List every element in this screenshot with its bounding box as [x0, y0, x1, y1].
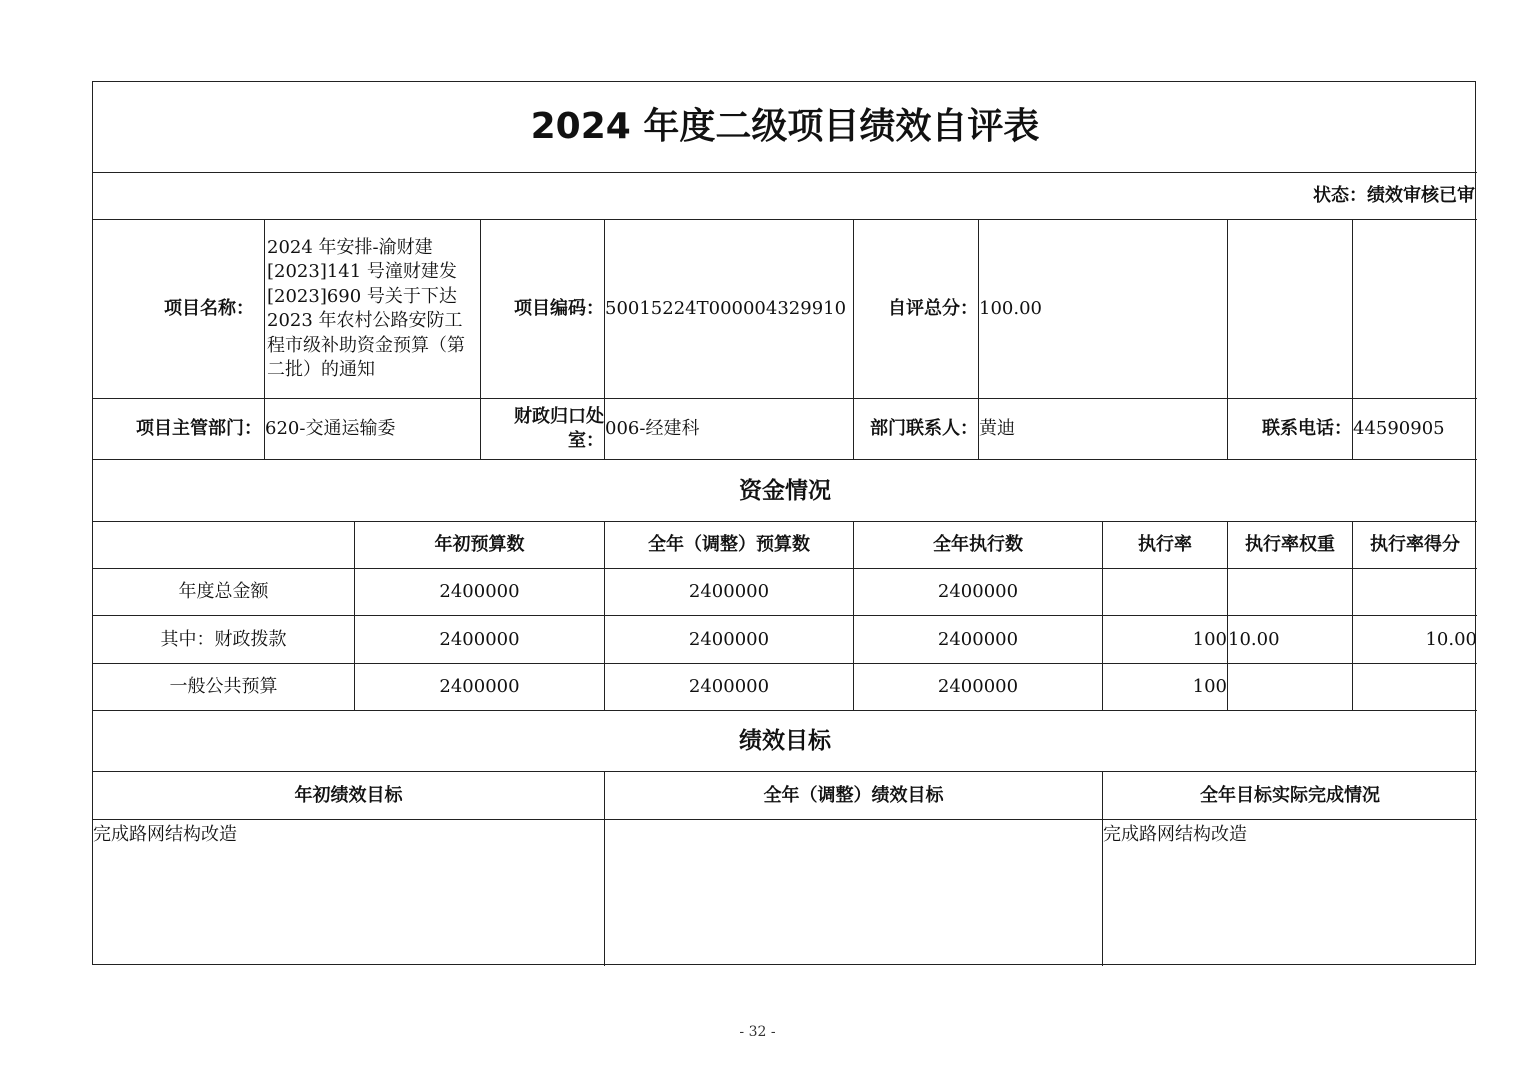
funds-header-weight: 执行率权重 — [1228, 522, 1353, 569]
funds-row-score — [1353, 664, 1477, 711]
funds-header-initial: 年初预算数 — [355, 522, 605, 569]
page-number: - 32 - — [739, 1024, 776, 1040]
phone-value: 44590905 — [1353, 399, 1477, 460]
goals-adjusted-value — [605, 820, 1103, 966]
goals-header-actual: 全年目标实际完成情况 — [1103, 772, 1477, 820]
funds-row-initial: 2400000 — [355, 569, 605, 616]
contact-value: 黄迪 — [979, 399, 1228, 460]
funds-heading: 资金情况 — [93, 460, 1477, 522]
finance-office-value: 006-经建科 — [605, 399, 854, 460]
finance-office-label: 财政归口处室： — [481, 399, 605, 460]
funds-row-executed: 2400000 — [854, 569, 1103, 616]
goals-header-adjusted: 全年（调整）绩效目标 — [605, 772, 1103, 820]
department-label: 项目主管部门： — [93, 399, 265, 460]
funds-row-label: 年度总金额 — [93, 569, 355, 616]
funds-header-executed: 全年执行数 — [854, 522, 1103, 569]
project-name-label: 项目名称： — [93, 220, 265, 399]
funds-row-score: 10.00 — [1353, 616, 1477, 664]
empty-cell — [1353, 220, 1477, 399]
funds-header-adjusted: 全年（调整）预算数 — [605, 522, 854, 569]
department-value: 620-交通运输委 — [265, 399, 481, 460]
funds-row-label: 其中：财政拨款 — [93, 616, 355, 664]
project-code-value: 50015224T000004329910 — [605, 220, 854, 399]
project-code-label: 项目编码： — [481, 220, 605, 399]
funds-row-adjusted: 2400000 — [605, 664, 854, 711]
funds-row-adjusted: 2400000 — [605, 569, 854, 616]
funds-row-weight — [1228, 664, 1353, 711]
contact-label: 部门联系人： — [854, 399, 979, 460]
self-score-label: 自评总分： — [854, 220, 979, 399]
funds-row-weight: 10.00 — [1228, 616, 1353, 664]
status-badge: 状态：绩效审核已审 — [93, 173, 1477, 220]
funds-row-rate: 100 — [1103, 664, 1228, 711]
performance-evaluation-table — [92, 81, 1476, 965]
funds-row-initial: 2400000 — [355, 664, 605, 711]
funds-row-rate — [1103, 569, 1228, 616]
page-title: 2024 年度二级项目绩效自评表 — [93, 82, 1477, 173]
funds-header-score: 执行率得分 — [1353, 522, 1477, 569]
funds-row-executed: 2400000 — [854, 616, 1103, 664]
funds-row-executed: 2400000 — [854, 664, 1103, 711]
project-name-value: 2024 年安排-渝财建[2023]141 号潼财建发[2023]690 号关于下达 2023 年农村公路安防工程市级补助资金预算（第二批）的通知 — [265, 220, 481, 399]
funds-row-initial: 2400000 — [355, 616, 605, 664]
goals-header-initial: 年初绩效目标 — [93, 772, 605, 820]
funds-header-blank — [93, 522, 355, 569]
self-score-value: 100.00 — [979, 220, 1228, 399]
goals-initial-value: 完成路网结构改造 — [93, 820, 605, 966]
empty-cell — [1228, 220, 1353, 399]
funds-row-label: 一般公共预算 — [93, 664, 355, 711]
goals-heading: 绩效目标 — [93, 711, 1477, 772]
funds-row-adjusted: 2400000 — [605, 616, 854, 664]
goals-actual-value: 完成路网结构改造 — [1103, 824, 1247, 845]
funds-row-rate: 100 — [1103, 616, 1228, 664]
phone-label: 联系电话： — [1228, 399, 1353, 460]
funds-row-weight — [1228, 569, 1353, 616]
funds-header-rate: 执行率 — [1103, 522, 1228, 569]
funds-row-score — [1353, 569, 1477, 616]
